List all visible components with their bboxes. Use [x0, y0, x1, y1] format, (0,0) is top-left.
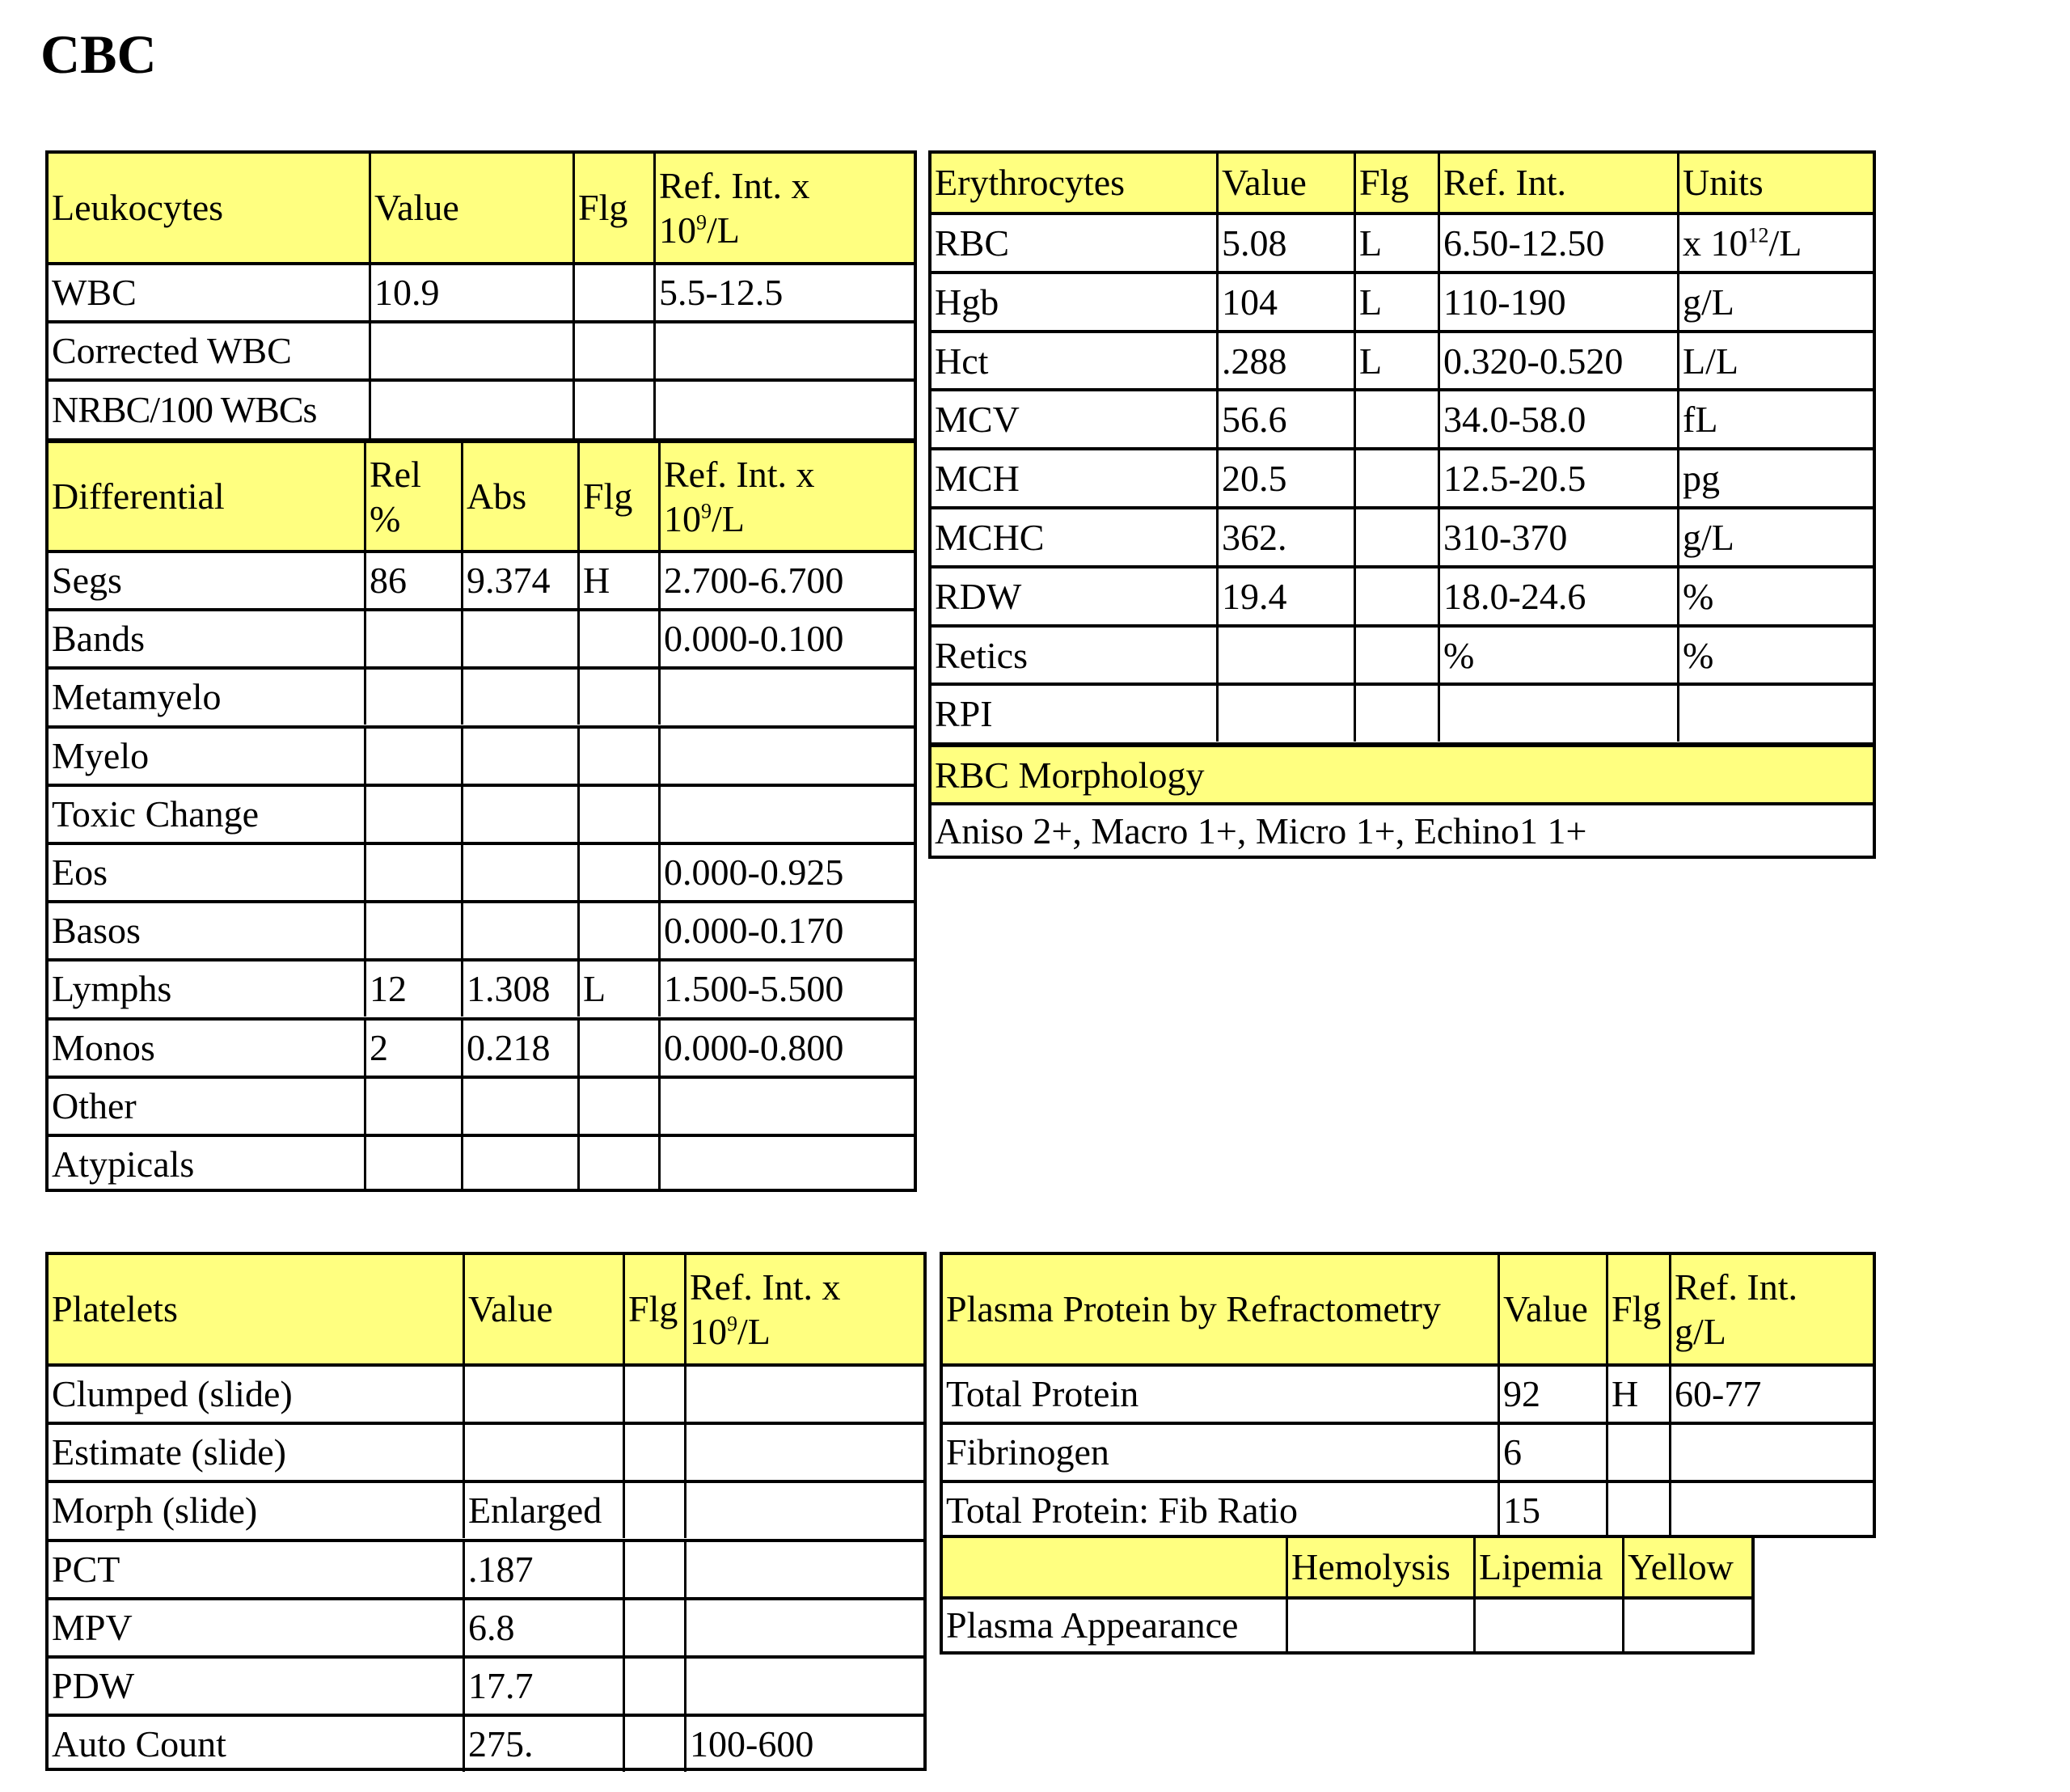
differential-header-ref-exp: 9 [701, 499, 712, 523]
plasma-protein-header-ref [1669, 1255, 1873, 1363]
table-row [932, 212, 1873, 271]
row-flag [1354, 568, 1438, 624]
row-ref [1669, 1483, 1873, 1538]
platelets-table [45, 1252, 927, 1771]
units-exp: 12 [1747, 223, 1769, 247]
row-units: L/L [1677, 333, 1873, 389]
row-ref: 12.5-20.5 [1438, 450, 1677, 506]
leukocytes-header-flg: Flg [572, 154, 653, 262]
row-name: Segs [52, 560, 122, 601]
row-flag [572, 382, 653, 438]
row-rel-percent: 86 [364, 553, 461, 608]
plasma-appearance-yellow [1622, 1600, 1751, 1651]
row-abs [461, 670, 577, 725]
row-ref [653, 382, 914, 438]
row-flag [623, 1600, 684, 1655]
platelets-header-row [49, 1255, 923, 1363]
erythrocytes-header-name: Erythrocytes [935, 162, 1126, 203]
table-row [49, 1422, 923, 1480]
row-flag: H [577, 553, 658, 608]
table-row [49, 842, 914, 900]
table-row [49, 1017, 914, 1076]
row-rel-percent [364, 1079, 461, 1134]
row-value: 19.4 [1216, 568, 1354, 624]
differential-header-name: Differential [52, 475, 225, 517]
row-ref: 310-370 [1438, 509, 1677, 565]
row-ref: 0.000-0.100 [658, 611, 914, 666]
row-value [463, 1367, 623, 1422]
row-name: Fibrinogen [946, 1431, 1109, 1473]
erythrocytes-header-row [932, 154, 1873, 212]
row-flag [577, 729, 658, 784]
row-name: Atypicals [52, 1143, 195, 1185]
row-value: 275. [463, 1717, 623, 1772]
table-row [49, 608, 914, 666]
plasma-protein-header-value: Value [1498, 1255, 1606, 1363]
table-row [49, 1076, 914, 1134]
leukocytes-header-ref-unit: /L [707, 209, 740, 251]
differential-header-ref-unit: /L [712, 498, 745, 539]
row-ref: 100-600 [684, 1717, 923, 1772]
row-value: .288 [1216, 333, 1354, 389]
row-rel-percent: 12 [364, 962, 461, 1016]
leukocytes-header-value: Value [369, 154, 572, 262]
row-ref [658, 729, 914, 784]
table-row [932, 388, 1873, 447]
row-units [1677, 215, 1873, 271]
row-name: Monos [52, 1027, 155, 1068]
row-flag [577, 1137, 658, 1192]
row-name: Bands [52, 618, 145, 659]
row-value [463, 1425, 623, 1480]
row-name: Basos [52, 910, 141, 951]
row-value: 15 [1498, 1483, 1606, 1538]
table-row [932, 506, 1873, 565]
row-ref [1669, 1425, 1873, 1480]
row-name: Metamyelo [52, 676, 222, 717]
leukocytes-header-ref-line1: Ref. Int. x [659, 164, 810, 206]
row-flag [623, 1425, 684, 1480]
row-flag [577, 845, 658, 900]
row-value [1216, 628, 1354, 683]
leukocytes-table [45, 150, 917, 1192]
row-ref [658, 787, 914, 842]
row-flag [623, 1659, 684, 1714]
row-name: Corrected WBC [52, 330, 292, 371]
leukocytes-header-row [49, 154, 914, 262]
row-ref [658, 1137, 914, 1192]
row-name: NRBC/100 WBCs [52, 389, 317, 430]
platelets-header-ref-unit: /L [737, 1311, 771, 1352]
row-name: PDW [52, 1665, 135, 1706]
row-ref: 0.000-0.170 [658, 903, 914, 958]
row-name: Auto Count [52, 1723, 226, 1765]
plasma-appearance-label: Plasma Appearance [946, 1604, 1239, 1646]
row-value: .187 [463, 1542, 623, 1597]
row-value: 10.9 [369, 265, 572, 320]
row-ref: 2.700-6.700 [658, 553, 914, 608]
row-abs: 0.218 [461, 1021, 577, 1076]
row-flag [623, 1542, 684, 1597]
row-ref [1438, 686, 1677, 742]
differential-header-rel: Rel % [364, 443, 461, 550]
row-ref [684, 1483, 923, 1538]
row-ref [684, 1542, 923, 1597]
units-base: x 10 [1683, 222, 1748, 264]
row-name: Clumped (slide) [52, 1373, 293, 1414]
row-flag [577, 1021, 658, 1076]
row-rel-percent [364, 1137, 461, 1192]
plasma-protein-header-row [943, 1255, 1873, 1363]
row-units: g/L [1677, 274, 1873, 330]
differential-header-abs: Abs [461, 443, 577, 550]
table-row [49, 958, 914, 1016]
differential-header-flg: Flg [577, 443, 658, 550]
table-row [932, 565, 1873, 624]
row-flag [1354, 509, 1438, 565]
table-row [49, 666, 914, 725]
row-value [369, 323, 572, 378]
plasma-protein-header-ref-line2: g/L [1675, 1311, 1726, 1352]
row-flag [1354, 686, 1438, 742]
erythrocytes-header-units: Units [1677, 154, 1873, 212]
row-flag [1354, 450, 1438, 506]
row-flag [577, 1079, 658, 1134]
row-abs [461, 611, 577, 666]
row-abs [461, 903, 577, 958]
row-flag [572, 265, 653, 320]
plasma-appearance-header-yellow: Yellow [1622, 1538, 1751, 1596]
table-row [932, 683, 1873, 742]
row-ref: % [1438, 628, 1677, 683]
table-row [49, 262, 914, 320]
row-value: 5.08 [1216, 215, 1354, 271]
row-flag [623, 1717, 684, 1772]
row-flag [1606, 1425, 1669, 1480]
platelets-header-ref [684, 1255, 923, 1363]
row-flag [577, 903, 658, 958]
erythrocytes-header-ref: Ref. Int. [1438, 154, 1677, 212]
table-row [49, 900, 914, 958]
table-row [49, 725, 914, 784]
plasma-appearance-header-blank [943, 1538, 1286, 1596]
row-value: 104 [1216, 274, 1354, 330]
row-units: % [1677, 628, 1873, 683]
row-flag [623, 1367, 684, 1422]
rbc-morphology-header-row [932, 742, 1873, 802]
differential-header-ref [658, 443, 914, 550]
row-abs [461, 1079, 577, 1134]
rbc-morphology-header: RBC Morphology [935, 754, 1205, 796]
differential-header-ref-line1: Ref. Int. x [664, 453, 815, 495]
row-flag [572, 323, 653, 378]
row-ref: 110-190 [1438, 274, 1677, 330]
row-flag: H [1606, 1367, 1669, 1422]
units-tail: /L [1768, 222, 1802, 264]
table-row [49, 1539, 923, 1597]
row-value [369, 382, 572, 438]
table-row [49, 550, 914, 608]
plasma-protein-header-ref-line1: Ref. Int. [1675, 1266, 1798, 1308]
table-row [943, 1363, 1873, 1422]
erythrocytes-header-flg: Flg [1354, 154, 1438, 212]
platelets-header-flg: Flg [623, 1255, 684, 1363]
row-ref: 0.000-0.800 [658, 1021, 914, 1076]
row-name: WBC [52, 272, 137, 313]
row-name: PCT [52, 1549, 120, 1590]
row-rel-percent [364, 787, 461, 842]
row-name: Other [52, 1085, 137, 1126]
table-row [49, 784, 914, 842]
leukocytes-header-ref-exp: 9 [696, 210, 707, 235]
plasma-protein-header-flg: Flg [1606, 1255, 1669, 1363]
table-row [943, 1480, 1873, 1538]
row-ref: 60-77 [1669, 1367, 1873, 1422]
plasma-protein-header-name: Plasma Protein by Refractometry [946, 1288, 1441, 1330]
plasma-appearance-header-hemolysis: Hemolysis [1286, 1538, 1473, 1596]
row-ref: 5.5-12.5 [653, 265, 914, 320]
row-abs [461, 845, 577, 900]
row-name: Estimate (slide) [52, 1431, 286, 1473]
row-rel-percent [364, 670, 461, 725]
row-flag [577, 787, 658, 842]
table-row [49, 1134, 914, 1192]
row-flag: L [1354, 215, 1438, 271]
row-name: RPI [935, 692, 993, 734]
plasma-appearance-header-row [943, 1538, 1751, 1596]
row-rel-percent [364, 611, 461, 666]
row-ref [658, 1079, 914, 1134]
row-ref: 34.0-58.0 [1438, 391, 1677, 447]
row-ref: 0.000-0.925 [658, 845, 914, 900]
platelets-header-ref-line1: Ref. Int. x [690, 1266, 841, 1308]
row-name: MCV [935, 398, 1020, 440]
row-abs: 1.308 [461, 962, 577, 1016]
row-rel-percent [364, 903, 461, 958]
table-row [49, 1363, 923, 1422]
row-ref: 18.0-24.6 [1438, 568, 1677, 624]
differential-header-row [49, 438, 914, 550]
row-flag [1354, 391, 1438, 447]
plasma-appearance-lipemia [1473, 1600, 1622, 1651]
row-value: 362. [1216, 509, 1354, 565]
row-ref [684, 1659, 923, 1714]
table-row [49, 1480, 923, 1538]
table-row [932, 624, 1873, 683]
table-row [49, 1714, 923, 1772]
plasma-protein-table [940, 1252, 1876, 1538]
row-value [1216, 686, 1354, 742]
row-value: 6 [1498, 1425, 1606, 1480]
row-name: Toxic Change [52, 793, 260, 835]
row-name: Total Protein [946, 1373, 1139, 1414]
row-flag [623, 1483, 684, 1538]
row-name: Myelo [52, 735, 150, 776]
table-row [49, 1597, 923, 1655]
row-value: 92 [1498, 1367, 1606, 1422]
row-name: Lymphs [52, 968, 172, 1009]
table-row [49, 1655, 923, 1714]
row-name: RDW [935, 575, 1022, 617]
row-ref: 6.50-12.50 [1438, 215, 1677, 271]
row-name: Eos [52, 852, 108, 893]
row-flag: L [577, 962, 658, 1016]
row-name: MCH [935, 457, 1020, 499]
plasma-appearance-hemolysis [1286, 1600, 1473, 1651]
leukocytes-header-ref [653, 154, 914, 262]
plasma-appearance-table [940, 1535, 1755, 1655]
row-name: MCHC [935, 516, 1045, 558]
row-name: Retics [935, 634, 1028, 676]
table-row [932, 447, 1873, 506]
row-name: Total Protein: Fib Ratio [946, 1490, 1299, 1531]
table-row [943, 1422, 1873, 1480]
platelets-header-ref-exp: 9 [727, 1312, 737, 1336]
row-name: Hgb [935, 281, 999, 323]
table-row [932, 330, 1873, 389]
row-flag: L [1354, 333, 1438, 389]
row-ref [684, 1367, 923, 1422]
row-ref [658, 670, 914, 725]
row-ref [684, 1600, 923, 1655]
row-ref: 0.320-0.520 [1438, 333, 1677, 389]
plasma-appearance-header-lipemia: Lipemia [1473, 1538, 1622, 1596]
row-value: 20.5 [1216, 450, 1354, 506]
row-name: MPV [52, 1607, 133, 1648]
row-rel-percent [364, 845, 461, 900]
row-flag [1354, 628, 1438, 683]
row-abs [461, 729, 577, 784]
leukocytes-header-ref-base: 10 [659, 209, 696, 251]
row-units: g/L [1677, 509, 1873, 565]
row-name: Hct [935, 340, 989, 382]
table-row [49, 320, 914, 378]
row-rel-percent: 2 [364, 1021, 461, 1076]
page-title: CBC [40, 23, 157, 85]
row-rel-percent [364, 729, 461, 784]
leukocytes-header-name: Leukocytes [52, 187, 224, 228]
platelets-header-value: Value [463, 1255, 623, 1363]
differential-header-ref-base: 10 [664, 498, 701, 539]
row-abs [461, 1137, 577, 1192]
row-value: 17.7 [463, 1659, 623, 1714]
rbc-morphology-text: Aniso 2+, Macro 1+, Micro 1+, Echino1 1+ [935, 809, 1587, 852]
row-flag [577, 670, 658, 725]
row-value: 56.6 [1216, 391, 1354, 447]
platelets-header-ref-base: 10 [690, 1311, 727, 1352]
row-abs: 9.374 [461, 553, 577, 608]
row-name: Morph (slide) [52, 1490, 258, 1531]
row-value: Enlarged [463, 1483, 623, 1538]
row-ref: 1.500-5.500 [658, 962, 914, 1016]
erythrocytes-header-value: Value [1216, 154, 1354, 212]
row-ref [653, 323, 914, 378]
row-units: pg [1677, 450, 1873, 506]
table-row [49, 378, 914, 438]
row-ref [684, 1425, 923, 1480]
plasma-appearance-row [943, 1596, 1751, 1651]
erythrocytes-table [928, 150, 1876, 859]
row-flag: L [1354, 274, 1438, 330]
row-units: % [1677, 568, 1873, 624]
row-flag [577, 611, 658, 666]
row-units [1677, 686, 1873, 742]
row-value: 6.8 [463, 1600, 623, 1655]
table-row [932, 271, 1873, 330]
row-flag [1606, 1483, 1669, 1538]
row-name: RBC [935, 222, 1010, 264]
platelets-header-name: Platelets [52, 1288, 178, 1329]
row-abs [461, 787, 577, 842]
row-units: fL [1677, 391, 1873, 447]
rbc-morphology-row [932, 802, 1873, 856]
